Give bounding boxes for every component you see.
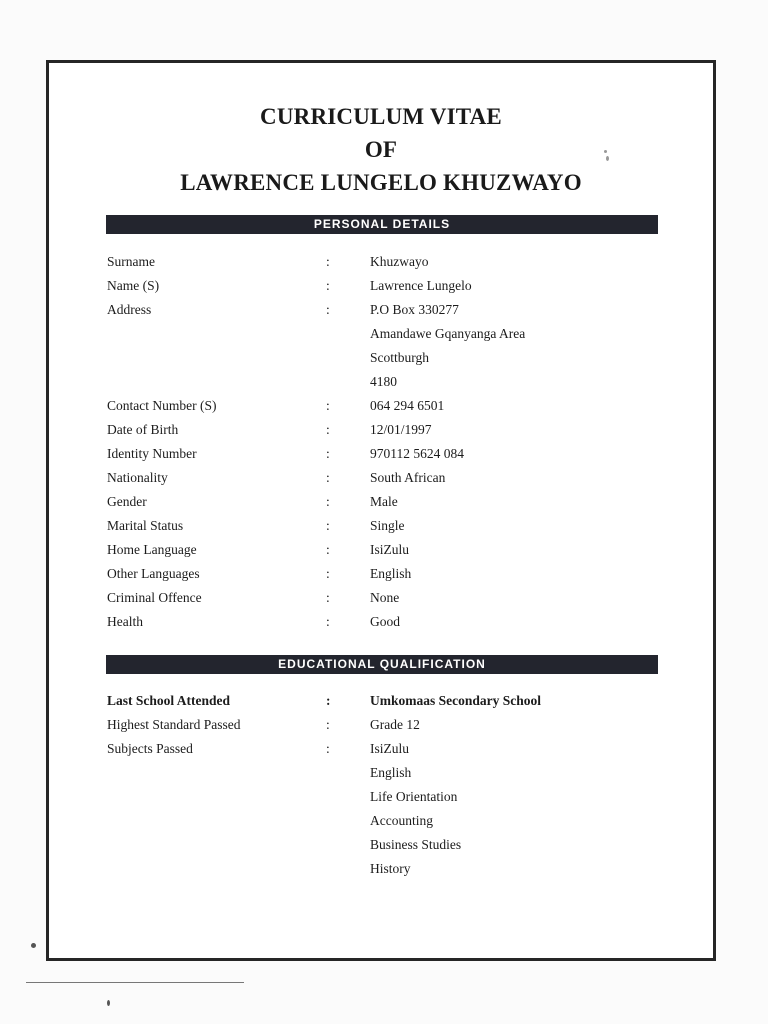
personal-row xyxy=(49,466,713,490)
field-value: Accounting xyxy=(370,813,433,828)
field-separator: : xyxy=(326,614,330,629)
field-label: Subjects Passed xyxy=(107,741,193,756)
field-separator: : xyxy=(326,446,330,461)
scan-speck xyxy=(107,1000,110,1006)
field-label: Contact Number (S) xyxy=(107,398,217,413)
scan-speck xyxy=(31,943,36,948)
field-separator: : xyxy=(326,590,330,605)
field-value: 970112 5624 084 xyxy=(370,446,464,461)
field-label: Marital Status xyxy=(107,518,184,533)
education-row xyxy=(49,809,713,833)
personal-row xyxy=(49,562,713,586)
field-label: Date of Birth xyxy=(107,422,179,437)
field-value: IsiZulu xyxy=(370,741,409,756)
education-heading: EDUCATIONAL QUALIFICATION xyxy=(106,655,658,674)
education-row xyxy=(49,689,713,713)
personal-row xyxy=(49,346,713,370)
field-value: 12/01/1997 xyxy=(370,422,432,437)
field-separator: : xyxy=(326,741,330,756)
field-value: None xyxy=(370,590,400,605)
education-list xyxy=(49,689,713,881)
education-row xyxy=(49,713,713,737)
education-row xyxy=(49,833,713,857)
personal-row xyxy=(49,514,713,538)
scan-speck xyxy=(606,156,609,161)
field-label: Address xyxy=(107,302,152,317)
field-value: English xyxy=(370,566,412,581)
field-value: Khuzwayo xyxy=(370,254,429,269)
cv-title xyxy=(49,100,713,199)
field-value: Male xyxy=(370,494,398,509)
field-value: History xyxy=(370,861,411,876)
personal-details-list xyxy=(49,250,713,634)
field-label: Last School Attended xyxy=(107,693,231,708)
personal-row xyxy=(49,490,713,514)
field-label: Criminal Offence xyxy=(107,590,202,605)
cv-page xyxy=(46,60,716,961)
field-value: Grade 12 xyxy=(370,717,420,732)
field-value: Life Orientation xyxy=(370,789,458,804)
field-separator: : xyxy=(326,566,330,581)
field-label: Nationality xyxy=(107,470,168,485)
field-value: Scottburgh xyxy=(370,350,430,365)
field-separator: : xyxy=(326,422,330,437)
personal-row xyxy=(49,610,713,634)
field-separator: : xyxy=(326,542,330,557)
field-separator: : xyxy=(326,398,330,413)
field-value: Lawrence Lungelo xyxy=(370,278,472,293)
personal-row xyxy=(49,538,713,562)
field-separator: : xyxy=(326,693,331,708)
field-label: Identity Number xyxy=(107,446,197,461)
title-line-2: OF xyxy=(364,137,398,162)
personal-row xyxy=(49,394,713,418)
field-value: Good xyxy=(370,614,400,629)
field-label: Name (S) xyxy=(107,278,160,293)
field-value: 4180 xyxy=(370,374,397,389)
education-row xyxy=(49,857,713,881)
field-value: P.O Box 330277 xyxy=(370,302,459,317)
personal-row xyxy=(49,250,713,274)
field-separator: : xyxy=(326,518,330,533)
field-separator: : xyxy=(326,494,330,509)
field-value: Amandawe Gqanyanga Area xyxy=(370,326,526,341)
title-line-1: CURRICULUM VITAE xyxy=(260,104,502,129)
personal-row xyxy=(49,274,713,298)
field-label: Other Languages xyxy=(107,566,200,581)
field-value: Umkomaas Secondary School xyxy=(370,693,542,708)
field-value: IsiZulu xyxy=(370,542,409,557)
field-label: Gender xyxy=(107,494,147,509)
field-separator: : xyxy=(326,717,330,732)
personal-row xyxy=(49,418,713,442)
field-label: Health xyxy=(107,614,143,629)
personal-row xyxy=(49,370,713,394)
field-separator: : xyxy=(326,278,330,293)
field-value: Business Studies xyxy=(370,837,462,852)
field-label: Home Language xyxy=(107,542,197,557)
personal-row xyxy=(49,298,713,322)
field-separator: : xyxy=(326,470,330,485)
field-separator: : xyxy=(326,302,330,317)
field-value: English xyxy=(370,765,412,780)
field-value: 064 294 6501 xyxy=(370,398,445,413)
education-row xyxy=(49,761,713,785)
personal-row xyxy=(49,322,713,346)
personal-row xyxy=(49,586,713,610)
field-value: Single xyxy=(370,518,405,533)
personal-details-heading: PERSONAL DETAILS xyxy=(106,215,658,234)
education-row xyxy=(49,737,713,761)
field-label: Surname xyxy=(107,254,155,269)
field-label: Highest Standard Passed xyxy=(107,717,241,732)
title-line-3: LAWRENCE LUNGELO KHUZWAYO xyxy=(180,170,582,195)
education-row xyxy=(49,785,713,809)
field-value: South African xyxy=(370,470,446,485)
field-separator: : xyxy=(326,254,330,269)
personal-row xyxy=(49,442,713,466)
scan-artifact-line xyxy=(26,982,244,983)
scan-speck xyxy=(604,150,607,153)
